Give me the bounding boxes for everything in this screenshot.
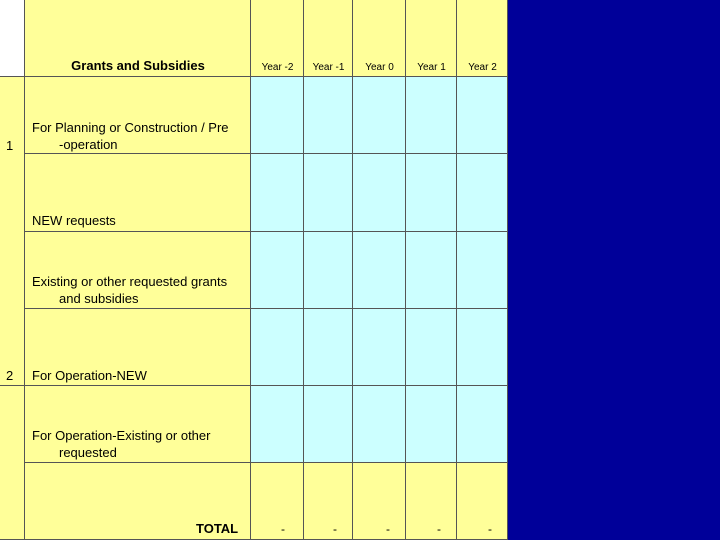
total-value-cell — [457, 463, 508, 540]
data-cell[interactable] — [304, 154, 353, 232]
year-header-label: Year 1 — [417, 62, 446, 73]
row-label: For Operation-Existing or other — [32, 428, 211, 443]
data-cell[interactable] — [457, 77, 508, 154]
data-cell[interactable] — [251, 154, 304, 232]
data-cell[interactable] — [406, 309, 457, 386]
row-number-cell — [0, 77, 25, 386]
data-cell[interactable] — [251, 232, 304, 309]
data-cell[interactable] — [251, 309, 304, 386]
table-title: Grants and Subsidies — [71, 58, 205, 73]
year-header-label: Year 0 — [365, 62, 394, 73]
data-cell[interactable] — [406, 77, 457, 154]
year-header-label: Year 2 — [468, 62, 497, 73]
data-cell[interactable] — [457, 386, 508, 463]
row-label: Existing or other requested grants — [32, 274, 228, 289]
row-number: 1 — [6, 138, 14, 153]
row-number-column-header — [0, 0, 25, 77]
total-value-cell — [406, 463, 457, 540]
data-cell[interactable] — [406, 386, 457, 463]
data-cell[interactable] — [251, 77, 304, 154]
row-label: NEW requests — [32, 213, 116, 228]
total-value: - — [281, 522, 285, 536]
data-cell[interactable] — [353, 232, 406, 309]
data-cell[interactable] — [251, 386, 304, 463]
total-value: - — [333, 522, 337, 536]
data-cell[interactable] — [457, 232, 508, 309]
total-label: TOTAL — [196, 521, 239, 536]
row-label: requested — [59, 445, 117, 460]
data-cell[interactable] — [353, 77, 406, 154]
row-label: -operation — [59, 137, 118, 152]
year-header-label: Year -2 — [261, 62, 294, 73]
total-value-cell — [304, 463, 353, 540]
data-cell[interactable] — [457, 309, 508, 386]
data-cell[interactable] — [304, 77, 353, 154]
year-header-label: Year -1 — [312, 62, 345, 73]
total-value: - — [437, 522, 441, 536]
data-cell[interactable] — [353, 309, 406, 386]
total-value-cell — [251, 463, 304, 540]
total-value: - — [386, 522, 390, 536]
data-cell[interactable] — [304, 232, 353, 309]
total-value: - — [488, 522, 492, 536]
row-label: For Operation-NEW — [32, 368, 147, 383]
row-number-cell — [0, 386, 25, 540]
data-cell[interactable] — [304, 309, 353, 386]
data-cell[interactable] — [457, 154, 508, 232]
data-cell[interactable] — [353, 154, 406, 232]
data-cell[interactable] — [406, 232, 457, 309]
row-number: 2 — [6, 368, 14, 383]
total-value-cell — [353, 463, 406, 540]
data-cell[interactable] — [304, 386, 353, 463]
data-cell[interactable] — [353, 386, 406, 463]
blue-side-panel — [508, 0, 720, 540]
data-cell[interactable] — [406, 154, 457, 232]
row-label: For Planning or Construction / Pre — [32, 120, 229, 135]
row-label: and subsidies — [59, 291, 139, 306]
